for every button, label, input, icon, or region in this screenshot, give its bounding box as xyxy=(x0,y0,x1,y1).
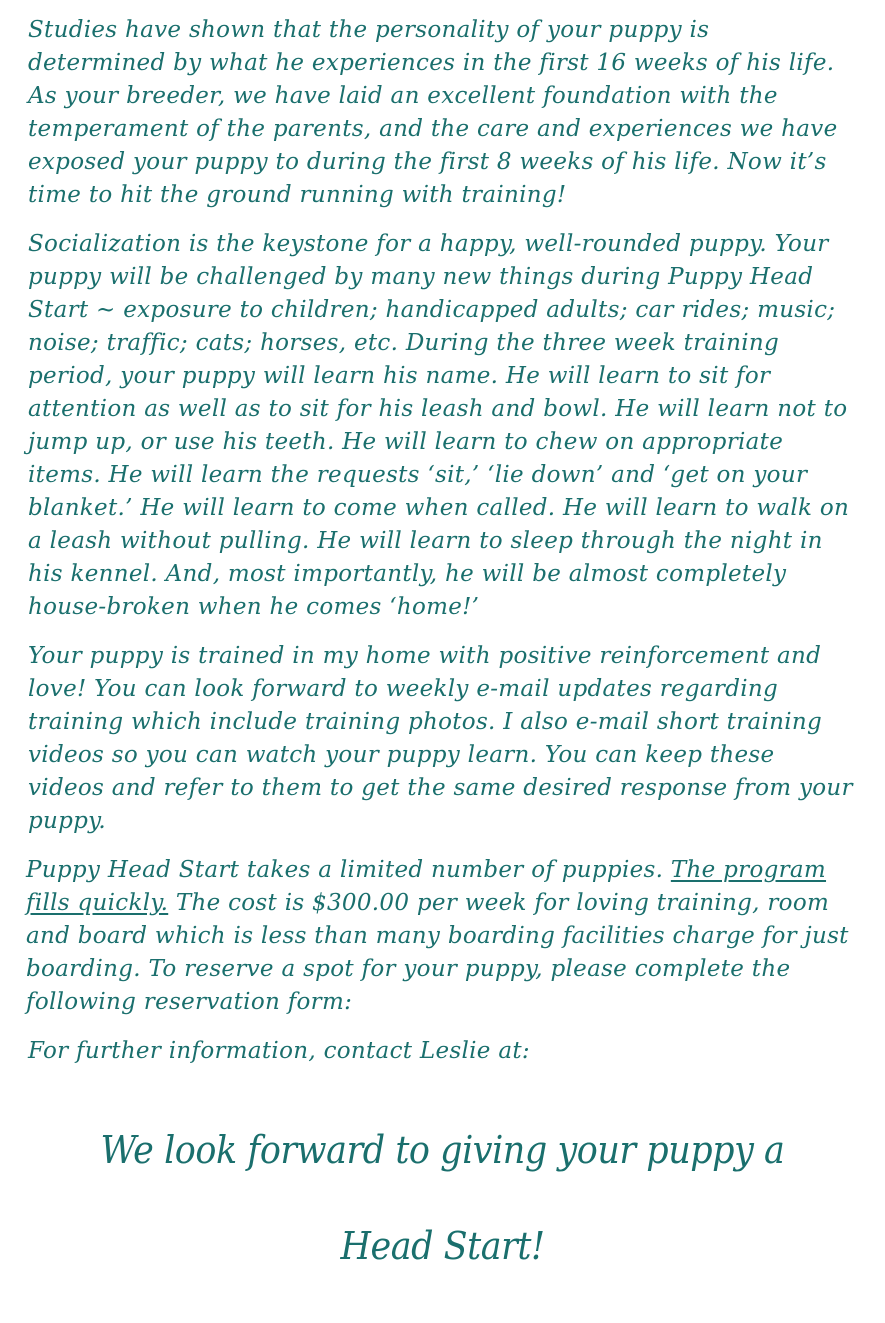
intro-paragraph: Studies have shown that the personality of your puppy is determined by what he experiences in the first 16 weeks of his life. As your breeder, we have laid an excellent foundation with the temperament of the parents, and the care and experiences we have exposed your puppy to during the first 8 weeks of his life. Now it’s time to hit the ground running with training! xyxy=(28,17,838,208)
training-paragraph: Your puppy is trained in my home with positive reinforcement and love! You can look forward to weekly e-mail updates regarding training which include training photos. I also e-mail short training videos so you can watch your puppy learn. You can keep these videos and refer to them to get the same desired response from your puppy. xyxy=(28,643,853,834)
cost-paragraph-intro: Puppy Head Start takes a limited number of puppies. xyxy=(26,857,671,883)
cost-paragraph xyxy=(26,854,853,1019)
document-body xyxy=(28,14,853,1084)
socialization-paragraph: Socialization is the keystone for a happy, well-rounded puppy. Your puppy will be challenged by many new things during Puppy Head Start ~ exposure to children; handicapped adults; car rides; music; noise; traffic; cats; horses, etc. During the three week training period, your puppy will learn his name. He will learn to sit for attention as well as to sit for his leash and bowl. He will learn not to jump up, or use his teeth. He will learn to chew on appropriate items. He will learn the requests ‘sit,’ ‘lie down’ and ‘get on your blanket.’ He will learn to come when called. He will learn to walk on a leash without pulling. He will learn to sleep through the night in his kennel. And, most importantly, he will be almost completely house-broken when he comes ‘home!’ xyxy=(28,231,850,620)
cost-paragraph-details: The cost is $300.00 per week for loving training, room and board which is less than many boarding facilities charge for just boarding. To reserve a spot for your puppy, please complete the following reservation form: xyxy=(26,890,849,1015)
program-fills-link[interactable]: The program fills quickly. xyxy=(26,857,827,916)
closing-line-1: We look forward to giving your puppy a xyxy=(100,1128,785,1172)
closing-line-2: Head Start! xyxy=(340,1224,545,1268)
contact-paragraph: For further information, contact Leslie at: xyxy=(28,1038,530,1064)
